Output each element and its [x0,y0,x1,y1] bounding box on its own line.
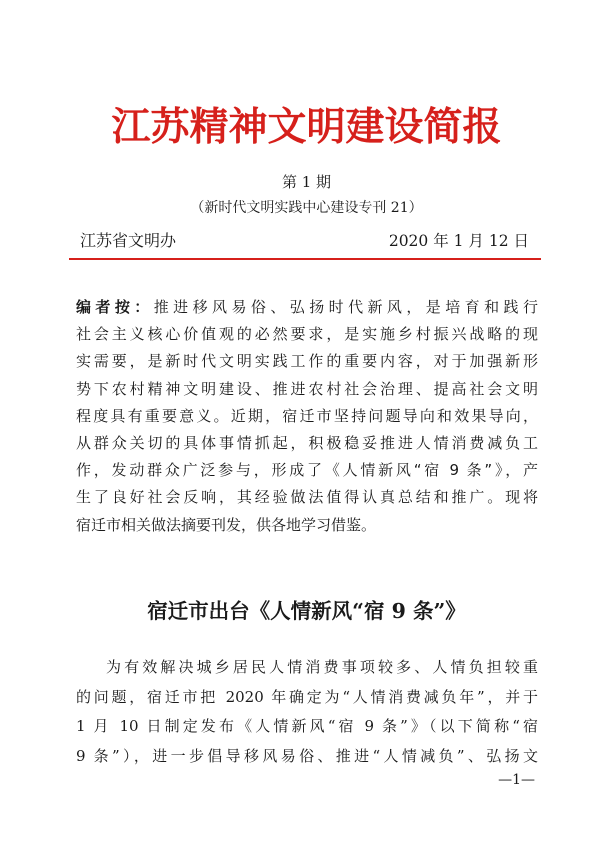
page-number: —1— [498,772,535,788]
editor-note-line: 生了良好社会反响，其经验做法值得认真总结和推广。现将 [76,488,538,507]
editor-note-line [76,294,538,321]
editor-note-line: 宿迁市相关做法摘要刊发，供各地学习借鉴。 [76,515,377,534]
editor-note [76,294,538,539]
issue-date: 2020 年 1 月 12 日 [388,232,529,250]
article-line: 的问题，宿迁市把 2020 年确定为“人情消费减负年”，并于 [76,687,538,706]
editor-note-line: 从群众关切的具体事情抓起，积极稳妥推进人情消费减负工 [76,433,538,452]
red-divider [69,258,541,260]
article-body [76,653,538,771]
special-issue-subtitle: （新时代文明实践中心建设专刊 21） [190,200,423,216]
editor-note-line: 势下农村精神文明建设、推进农村社会治理、提高社会文明 [76,379,538,398]
editor-note-line: 实需要，是新时代文明实践工作的重要内容，对于加强新形 [76,352,538,371]
issuer: 江苏省文明办 [80,231,177,250]
issue-number: 第 1 期 [281,173,332,191]
editor-note-label: 编者按： [76,298,154,316]
editor-note-line: 作，发动群众广泛参与，形成了《人情新风“宿 9 条”》，产 [76,461,538,480]
editor-note-text: 推进移风易俗、弘扬时代新风，是培育和践行 [153,298,538,316]
article-title: 宿迁市出台《人情新风“宿 9 条”》 [147,599,466,623]
masthead-title: 江苏精神文明建设简报 [111,104,502,150]
article-line: 9 条”），进一步倡导移风易俗、推进“人情减负”、弘扬文 [76,746,538,765]
article-line: 为有效解决城乡居民人情消费事项较多、人情负担较重 [106,658,538,676]
editor-note-line: 社会主义核心价值观的必然要求，是实施乡村振兴战略的现 [76,325,538,344]
article-line: 1 月 10 日制定发布《人情新风“宿 9 条”》（以下简称“宿 [76,717,538,735]
editor-note-line: 程度具有重要意义。近期，宿迁市坚持问题导向和效果导向， [76,406,538,425]
